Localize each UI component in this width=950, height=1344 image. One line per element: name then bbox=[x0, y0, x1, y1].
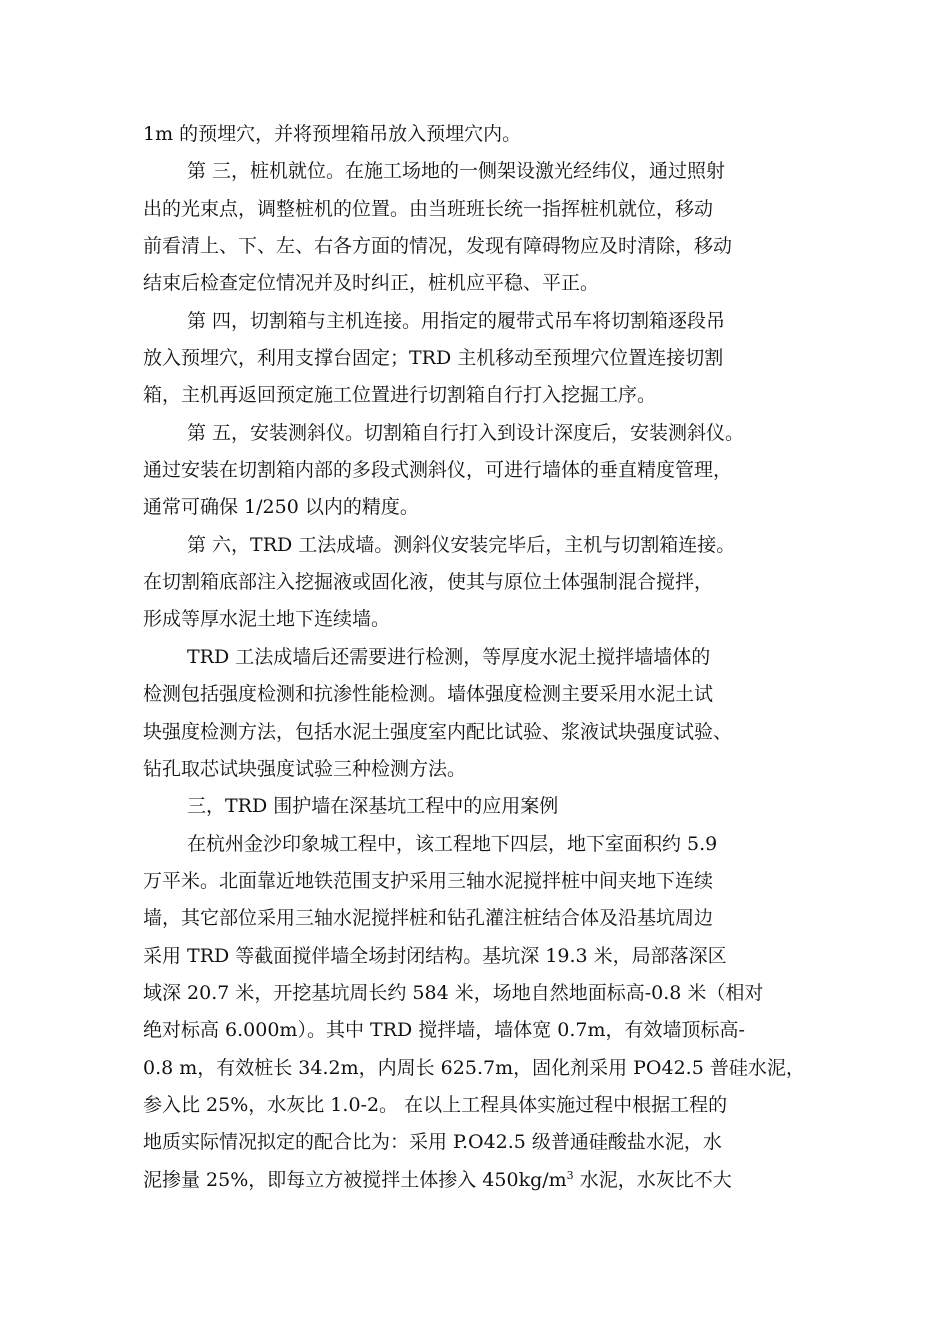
text-line: 前看清上、下、左、右各方面的情况，发现有障碍物应及时清除，移动 bbox=[143, 235, 733, 258]
text-line: 钻孔取芯试块强度试验三种检测方法。 bbox=[143, 757, 467, 780]
text-line: 墙，其它部位采用三轴水泥搅拌桩和钻孔灌注桩结合体及沿基坑周边 bbox=[143, 907, 714, 930]
text-line: 0.8 m，有效桩长 34.2m，内周长 625.7m，固化剂采用 PO42.5 普硅水泥， bbox=[143, 1056, 805, 1079]
text-line: 地质实际情况拟定的配合比为：采用 P.O42.5 级普通硅酸盐水泥，水 bbox=[143, 1131, 722, 1154]
text-line: 绝对标高 6.000m）。其中 TRD 搅拌墙，墙体宽 0.7m，有效墙顶标高- bbox=[143, 1019, 745, 1042]
paragraph-first-line: 第 四，切割箱与主机连接。用指定的履带式吊车将切割箱逐段吊 bbox=[187, 309, 726, 332]
text-line: 万平米。北面靠近地铁范围支护采用三轴水泥搅拌桩中间夹地下连续 bbox=[143, 869, 714, 892]
text-line: 1m 的预埋穴，并将预埋箱吊放入预埋穴内。 bbox=[143, 123, 522, 145]
text-line: 块强度检测方法，包括水泥土强度室内配比试验、浆液试块强度试验、 bbox=[143, 720, 733, 743]
text-line: 形成等厚水泥土地下连续墙。 bbox=[143, 608, 391, 631]
text-line-last bbox=[143, 1162, 823, 1199]
paragraph-first-line: 第 三，桩机就位。在施工场地的一侧架设激光经纬仪，通过照射 bbox=[187, 160, 726, 183]
text-line: 箱，主机再返回预定施工位置进行切割箱自行打入挖掘工序。 bbox=[143, 384, 657, 407]
paragraph-first-line: 第 六，TRD 工法成墙。测斜仪安装完毕后，主机与切割箱连接。 bbox=[187, 533, 736, 556]
superscript: 3 bbox=[566, 1168, 574, 1182]
paragraph-first-line: 第 五，安装测斜仪。切割箱自行打入到设计深度后，安装测斜仪。 bbox=[187, 421, 745, 444]
text-line: 在切割箱底部注入挖掘液或固化液，使其与原位土体强制混合搅拌， bbox=[143, 571, 714, 594]
text-line: 参入比 25%，水灰比 1.0-2。 在以上工程具体实施过程中根据工程的 bbox=[143, 1093, 728, 1116]
text-line: 检测包括强度检测和抗渗性能检测。墙体强度检测主要采用水泥土试 bbox=[143, 683, 714, 706]
text-line: 结束后检查定位情况并及时纠正，桩机应平稳、平正。 bbox=[143, 272, 600, 295]
text-segment: 泥掺量 25%，即每立方被搅拌土体掺入 450kg/m bbox=[143, 1168, 567, 1191]
text-line: 通过安装在切割箱内部的多段式测斜仪，可进行墙体的垂直精度管理， bbox=[143, 459, 733, 482]
section-heading: 三，TRD 围护墙在深基坑工程中的应用案例 bbox=[187, 795, 559, 818]
text-line: 出的光束点，调整桩机的位置。由当班班长统一指挥桩机就位，移动 bbox=[143, 197, 714, 220]
text-segment: 水泥，水灰比不大 bbox=[573, 1168, 732, 1191]
text-line: 通常可确保 1/250 以内的精度。 bbox=[143, 496, 419, 519]
paragraph-first-line: TRD 工法成墙后还需要进行检测，等厚度水泥土搅拌墙墙体的 bbox=[187, 645, 711, 668]
text-line: 放入预埋穴，利用支撑台固定；TRD 主机移动至预埋穴位置连接切割 bbox=[143, 347, 724, 370]
text-line: 域深 20.7 米，开挖基坑周长约 584 米，场地自然地面标高-0.8 米（相对 bbox=[143, 981, 764, 1004]
document-page bbox=[143, 116, 823, 1199]
text-line: 采用 TRD 等截面搅伴墙全场封闭结构。基坑深 19.3 米，局部落深区 bbox=[143, 944, 727, 967]
paragraph-first-line: 在杭州金沙印象城工程中，该工程地下四层，地下室面积约 5.9 bbox=[187, 832, 718, 855]
